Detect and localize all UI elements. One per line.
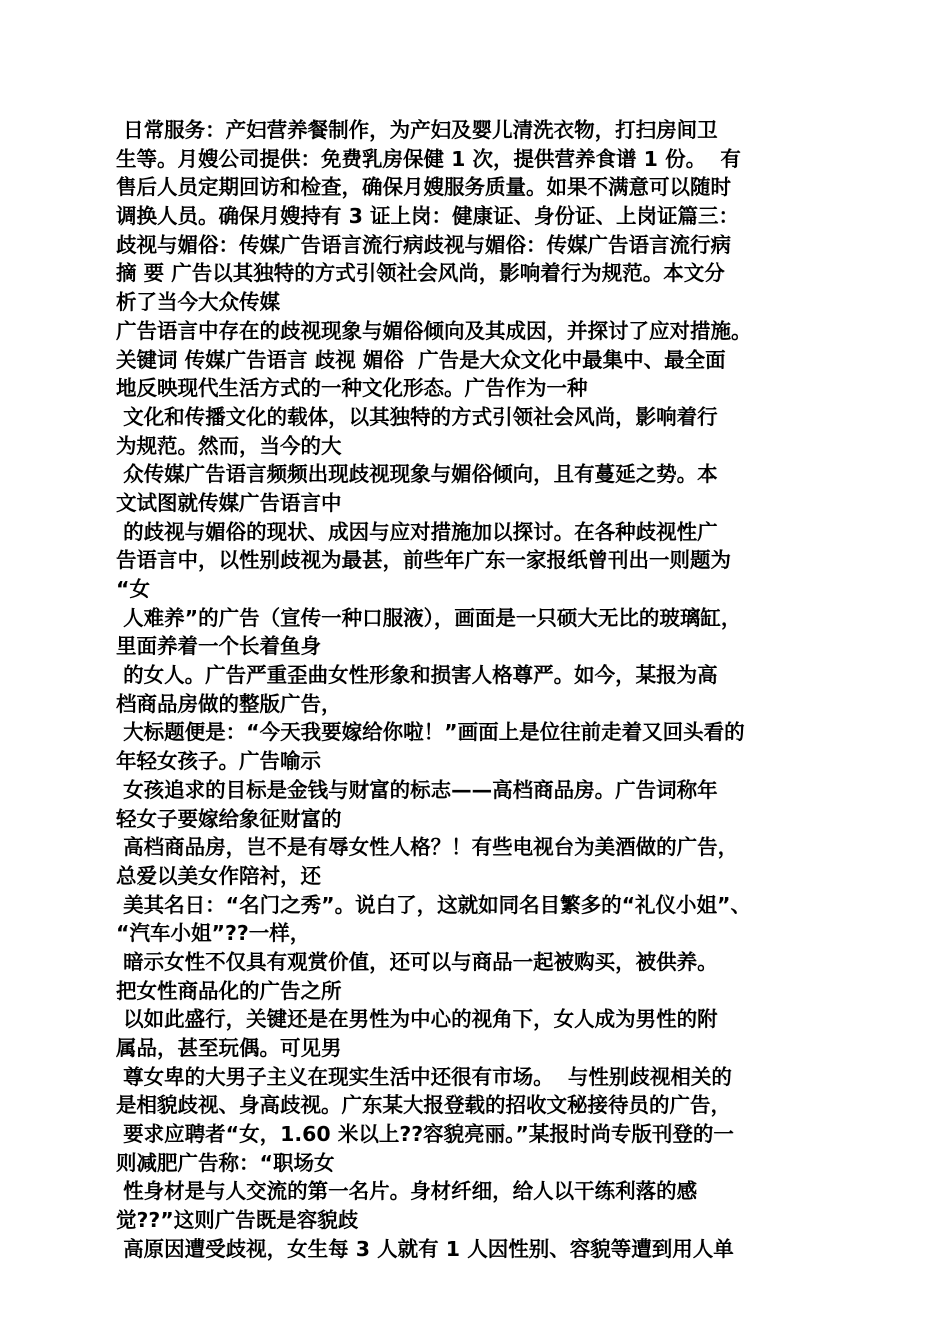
text-line: 里面养着一个长着鱼身 (116, 634, 321, 659)
text-line: 女孩追求的目标是金钱与财富的标志——高档商品房。广告词称年 (116, 777, 718, 802)
text-line: 广告语言中存在的歧视现象与媚俗倾向及其成因，并探讨了应对措施。 (116, 318, 752, 343)
text-line: 轻女子要嫁给象征财富的 (116, 806, 342, 831)
text-line: “女 (116, 577, 150, 601)
text-line: 性身材是与人交流的第一名片。身材纤细，给人以干练利落的感 (116, 1179, 698, 1204)
text-line: 尊女卑的大男子主义在现实生活中还很有市场。 与性别歧视相关的 (116, 1064, 732, 1089)
text-line: 把女性商品化的广告之所 (116, 978, 342, 1003)
text-line: 高原因遭受歧视，女生每 3 人就有 1 人因性别、容貌等遭到用人单 (116, 1236, 734, 1261)
text-line: 地反映现代生活方式的一种文化形态。广告作为一种 (116, 376, 588, 401)
text-line: 人难养”的广告（宣传一种口服液），画面是一只硕大无比的玻璃缸， (116, 605, 742, 630)
text-line: 大标题便是：“今天我要嫁给你啦！”画面上是位往前走着又回头看的 (116, 720, 745, 745)
text-line: 则减肥广告称：“职场女 (116, 1150, 335, 1175)
document-page (116, 116, 846, 1264)
text-line: 高档商品房，岂不是有辱女性人格？！有些电视台为美酒做的广告， (116, 835, 739, 860)
text-line: 的歧视与媚俗的现状、成因与应对措施加以探讨。在各种歧视性广 (116, 519, 718, 544)
text-line: 属品，甚至玩偶。可见男 (116, 1036, 342, 1060)
text-line: 告语言中，以性别歧视为最甚，前些年广东一家报纸曾刊出一则题为 (116, 548, 731, 573)
text-line: 析了当今大众传媒 (116, 290, 280, 315)
text-line: “汽车小姐”??一样， (116, 921, 311, 946)
text-line: 为规范。然而，当今的大 (116, 433, 342, 458)
text-line: 关键词 传媒广告语言 歧视 媚俗 广告是大众文化中最集中、最全面 (116, 347, 726, 372)
text-line: 文化和传播文化的载体，以其独特的方式引领社会风尚，影响着行 (116, 404, 718, 429)
text-line: 以如此盛行，关键还是在男性为中心的视角下，女人成为男性的附 (116, 1007, 718, 1032)
text-line: 的女人。广告严重歪曲女性形象和损害人格尊严。如今，某报为高 (116, 663, 718, 688)
text-line: 年轻女孩子。广告喻示 (116, 749, 321, 774)
text-line: 档商品房做的整版广告， (116, 691, 342, 716)
text-line: 觉??”这则广告既是容貌歧 (116, 1208, 359, 1233)
text-line: 生等。月嫂公司提供：免费乳房保健 1 次，提供营养食谱 1 份。 有 (116, 146, 741, 171)
text-line: 美其名日：“名门之秀”。说白了，这就如同名目繁多的“礼仪小姐”、 (116, 892, 752, 917)
text-line: 摘 要 广告以其独特的方式引领社会风尚，影响着行为规范。本文分 (116, 261, 725, 286)
text-line: 日常服务：产妇营养餐制作，为产妇及婴儿清洗衣物，打扫房间卫 (116, 118, 718, 142)
text-line: 歧视与媚俗：传媒广告语言流行病歧视与媚俗：传媒广告语言流行病 (116, 232, 731, 257)
text-line: 调换人员。确保月嫂持有 3 证上岗：健康证、身份证、上岗证篇三： (116, 204, 740, 229)
text-line: 众传媒广告语言频频出现歧视现象与媚俗倾向，且有蔓延之势。本 (116, 462, 718, 487)
text-line: 文试图就传媒广告语言中 (116, 490, 342, 515)
text-line: 是相貌歧视、身高歧视。广东某大报登载的招收文秘接待员的广告， (116, 1093, 731, 1118)
text-line: 总爱以美女作陪衬，还 (116, 863, 321, 888)
text-line: 售后人员定期回访和检查，确保月嫂服务质量。如果不满意可以随时 (116, 175, 731, 200)
text-line: 要求应聘者“女，1.60 米以上??容貌亮丽。”某报时尚专版刊登的一 (116, 1122, 734, 1147)
text-line: 暗示女性不仅具有观赏价值，还可以与商品一起被购买，被供养。 (116, 949, 718, 974)
